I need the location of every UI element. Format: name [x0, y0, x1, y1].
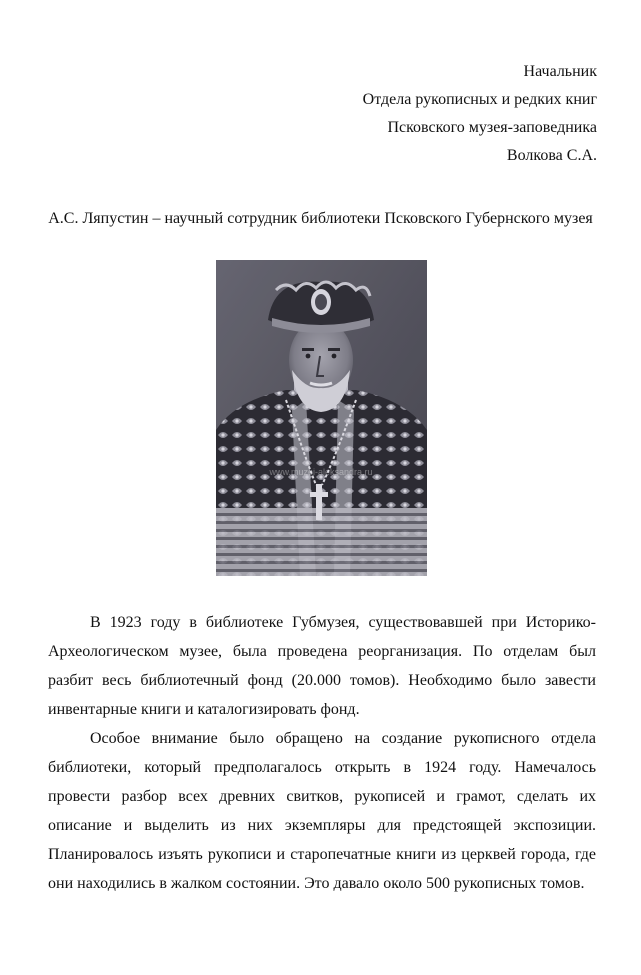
body-text — [48, 608, 596, 898]
recipient-line-department: Отдела рукописных и редких книг — [362, 91, 597, 108]
recipient-line-name: Волкова С.А. — [506, 147, 597, 164]
portrait-photo-drawing — [216, 260, 427, 576]
paragraph-1: В 1923 году в библиотеке Губмузея, существовавшей при Историко-Археологическом музее, была проведена реорганизация. По отделам был разбит весь библиотечный фонд (20.000 томов). Необходимо было завести инвентарные книги и каталогизировать фонд. — [48, 614, 596, 718]
recipient-line-museum: Псковского музея-заповедника — [387, 119, 597, 136]
paragraph-2: Особое внимание было обращено на создание рукописного отдела библиотеки, который предполагалось открыть в 1924 году. Намечалось провести разбор всех древних свитков, рукописей и грамот, сделать их описание и выделить из них экземпляры для предстоящей экспозиции. Планировалось изъять рукописи и старопечатные книги из церквей города, где они находились в жалком состоянии. Это давало около 500 рукописных томов. — [48, 730, 596, 892]
recipient-line-position: Начальник — [523, 63, 597, 80]
recipient-block — [363, 58, 597, 170]
document-title: А.С. Ляпустин – научный сотрудник библиотеки Псковского Губернского музея — [48, 210, 593, 227]
photo-watermark: www.muzei-aleksandra.ru — [269, 467, 373, 477]
portrait-photo — [216, 260, 427, 576]
